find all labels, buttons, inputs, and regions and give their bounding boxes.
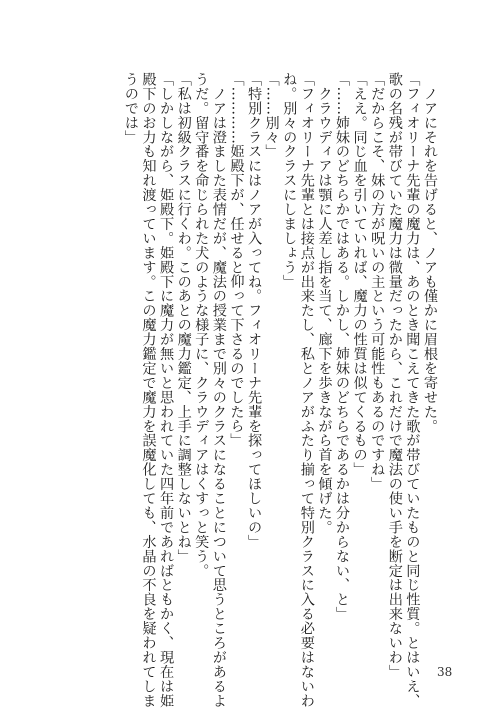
text-line: 殿下のお力も知れ渡っています。この魔力鑑定で魔力を誤魔化しても、水晶の不良を疑われてしま xyxy=(140,72,157,708)
page-number: 38 xyxy=(437,665,453,679)
text-line: 「フィオリーナ先輩の魔力は、あのとき聞こえてきた歌が帯びていたものと同じ性質。とはいえ、 xyxy=(404,72,421,708)
text-line: クラウディアは顎に人差し指を当て、廊下を歩きながら首を傾げた。 xyxy=(316,72,333,535)
text-line: 歌の名残が帯びていた魔力は微量だったから、これだけで魔法の使い手を断定は出来ないわ」 xyxy=(386,72,403,679)
text-line: うのでは」 xyxy=(122,72,139,145)
text-line: ノアは澄ました表情だが、魔法の授業まで別々のクラスになることについて思うところがあるよ xyxy=(210,72,227,708)
text-line: 「…………姫殿下が、任せると仰って下さるのでしたら」 xyxy=(228,72,245,448)
text-line: 「ええ。同じ血を引いていれば、魔力の性質は似てくるもの」 xyxy=(351,72,368,477)
text-line: ね。別々のクラスにしましょう」 xyxy=(281,72,298,289)
vertical-text-body xyxy=(121,72,438,708)
text-line: 「フィオリーナ先輩とは接点が出来たし、私とノアがふたり揃って特別クラスに入る必要はないわ xyxy=(298,72,315,708)
text-line: 「特別クラスにはノアが入ってね。フィオリーナ先輩を探ってほしいの」 xyxy=(246,72,263,549)
text-line: 「だからこそ、妹の方が呪いの主という可能性もあるのですね」 xyxy=(369,72,386,492)
text-line: 「しかしながら、姫殿下。姫殿下に魔力が無いと思われていた四年前であればともかく、現在は姫 xyxy=(158,72,175,708)
text-line: 「私は初級クラスに行くわ。このあとの魔力鑑定、上手に調整しないとね」 xyxy=(175,72,192,564)
text-line: 「……姉妹のどちらかではある。しかし、姉妹のどちらであるかは分からない、と」 xyxy=(334,72,351,622)
text-line: ノアにそれを告げると、ノアも僅かに眉根を寄せた。 xyxy=(422,72,438,434)
text-line: うだ。留守番を命じられた犬のような様子に、クラウディアはくすっと笑う。 xyxy=(193,72,210,578)
text-line: 「……別々」 xyxy=(263,72,280,159)
